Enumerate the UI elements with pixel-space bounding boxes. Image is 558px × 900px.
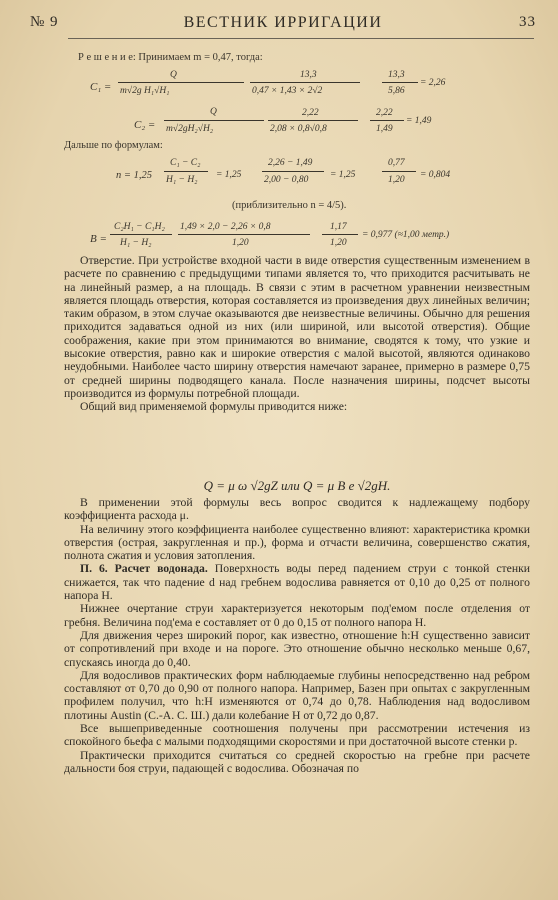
running-header (30, 14, 536, 38)
page-number: 33 (519, 14, 536, 30)
c1-mid-den: 0,47 × 1,43 × 2√2 (252, 86, 323, 96)
c1-r-num: 13,3 (388, 70, 405, 80)
paragraph-coefficient: В применении этой формулы весь вопрос сводится к надлежащему подбору коэффициента расхода μ. (64, 496, 530, 523)
approx-note: (приблизительно n = 4/5). (232, 200, 347, 211)
paragraph-section-6 (64, 562, 530, 602)
c2-r-num: 2,22 (376, 108, 393, 118)
b-bar (110, 234, 172, 235)
c1-den: m√2g H₁√H₁ (120, 86, 170, 96)
n-lhs: n = 1,25 (116, 170, 152, 181)
c1-fraction-bar (118, 82, 244, 83)
paragraph-velocity: Практически приходится считаться со средней скоростью на гребне при расчете дальности боя струи, падающей с водослива. Обозначая по (64, 748, 530, 775)
body-text-2 (64, 496, 530, 775)
b-den: H₁ − H₂ (120, 238, 152, 248)
section-6-text: Поверхность воды перед падением струи с тонкой стенки снижается, так что падение d над гребнем водослива равняется от 0,10 до 0,25 от полного напора H. (64, 562, 531, 603)
solution-intro: Р е ш е н и е: Принимаем m = 0,47, тогда: (78, 52, 263, 63)
c2-mid-den: 2,08 × 0,8√0,8 (270, 124, 327, 134)
c1-r-den: 5,86 (388, 86, 405, 96)
c1-lhs: C₁ = (90, 81, 112, 93)
c1-num: Q (170, 70, 177, 80)
paragraph-formula-intro: Общий вид применяемой формулы приводится ниже: (80, 400, 348, 414)
c2-result: = 1,49 (406, 116, 432, 126)
n-bar (164, 171, 208, 172)
c2-r-bar (370, 120, 404, 121)
n-eq2: = 1,25 (330, 170, 356, 180)
n-mid-num: 2,26 − 1,49 (268, 158, 313, 168)
b-num: C₂H₁ − C₁H₂ (114, 222, 165, 232)
paragraph-lower-profile: Нижнее очертание струи характеризуется некоторым под'емом после отделения от гребня. Величина под'ема e составляет от 0 до 0,15 от полного напора H. (64, 602, 530, 629)
paragraph-relations: Все вышеприведенные соотношения получены при рассмотрении истечения из спокойного бьефа с малыми подходящими скоростями и при достаточной высоте стенки p. (64, 722, 530, 749)
paragraph-factors: На величину этого коэффициента наиболее существенно влияют: характеристика кромки отверстия (острая, закругленная и пр.), форма и отчасти величина, совершенство сжатия, полнота сжатия и условия затопления. (64, 522, 530, 563)
journal-title: ВЕСТНИК ИРРИГАЦИИ (183, 14, 383, 31)
n-num: C₁ − C₂ (170, 158, 201, 168)
b-r-den: 1,20 (330, 238, 347, 248)
n-mid-bar (262, 171, 324, 172)
c1-mid-num: 13,3 (300, 70, 317, 80)
c2-mid-bar (268, 120, 358, 121)
body-text-1 (64, 254, 530, 414)
discharge-formula: Q = μ ω √2gZ или Q = μ B e √2gH. (203, 478, 391, 493)
n-eq: = 1,25 (216, 170, 242, 180)
b-r-num: 1,17 (330, 222, 347, 232)
n-r-num: 0,77 (388, 158, 405, 168)
c1-mid-bar (250, 82, 360, 83)
n-result: = 0,804 (420, 170, 451, 180)
c2-r-den: 1,49 (376, 124, 393, 134)
b-mid-den: 1,20 (232, 238, 249, 248)
header-rule (68, 38, 534, 39)
c1-result: = 2,26 (420, 78, 446, 88)
c1-r-bar (382, 82, 418, 83)
n-mid-den: 2,00 − 0,80 (264, 175, 309, 185)
b-result: = 0,977 (≈1,00 метр.) (362, 230, 450, 240)
b-r-bar (322, 234, 358, 235)
c2-fraction-bar (164, 120, 264, 121)
further-text: Дальше по формулам: (64, 140, 163, 151)
n-r-den: 1,20 (388, 175, 405, 185)
c2-den: m√2gH₂√H₂ (166, 124, 214, 134)
paragraph-broad-crest: Для движения через широкий порог, как известно, отношение h:H существенно зависит от сопротивлений при входе и на пороге. Это отношение обычно несколько меньше 0,67, спускаясь иногда до 0,40. (64, 628, 530, 669)
b-lhs: B = (90, 233, 107, 245)
n-r-bar (382, 171, 416, 172)
paragraph-opening: Отверстие. При устройстве входной части в виде отверстия существенным изменением в расчете по сравнению с предыдущими типами является то, что приходится расчитывать не на линейный размер, а на площадь. В связи с этим в расчетном уравнении неизвестным является площадь отверстия, которая составляется из произведения двух линейных величин; таким образом, в этом случае оказываются две неизвестные величины. Обычно для решения приходится задаваться одной из них (или шириной, или высотой отверстия). Общие соображения, какие при этом принимаются во внимание, сводятся к тому, что узкие и высокие отверстия, равно как и широкие отверстия с малой высотой, являются одинаково неудобными. Наиболее часто ширину отверстия намечают заранее, примерно в размере 0,75 от средней ширины подводящего канала. После назначения ширины, подсчет высоты производится из формулы потребной площади. (64, 254, 530, 400)
n-den: H₁ − H₂ (166, 175, 198, 185)
c2-mid-num: 2,22 (302, 108, 319, 118)
b-mid-num: 1,49 × 2,0 − 2,26 × 0,8 (180, 222, 271, 232)
issue-number: № 9 (30, 14, 59, 30)
c2-num: Q (210, 107, 217, 117)
c2-lhs: C₂ = (134, 119, 156, 131)
paragraph-practical-weirs: Для водосливов практических форм наблюдаемые глубины непосредственно над ребром составляют от 0,70 до 0,90 от полного напора. Например, Базен при опытах с закругленным профилем получил, что h:H изменяются от 0,74 до 0,78. Наблюдения над водосливом плотины Austin (С.-А. С. Ш.) дали колебание H от 0,72 до 0,87. (64, 668, 530, 722)
b-mid-bar (178, 234, 310, 235)
section-heading: П. 6. Расчет водонада. (80, 562, 208, 576)
